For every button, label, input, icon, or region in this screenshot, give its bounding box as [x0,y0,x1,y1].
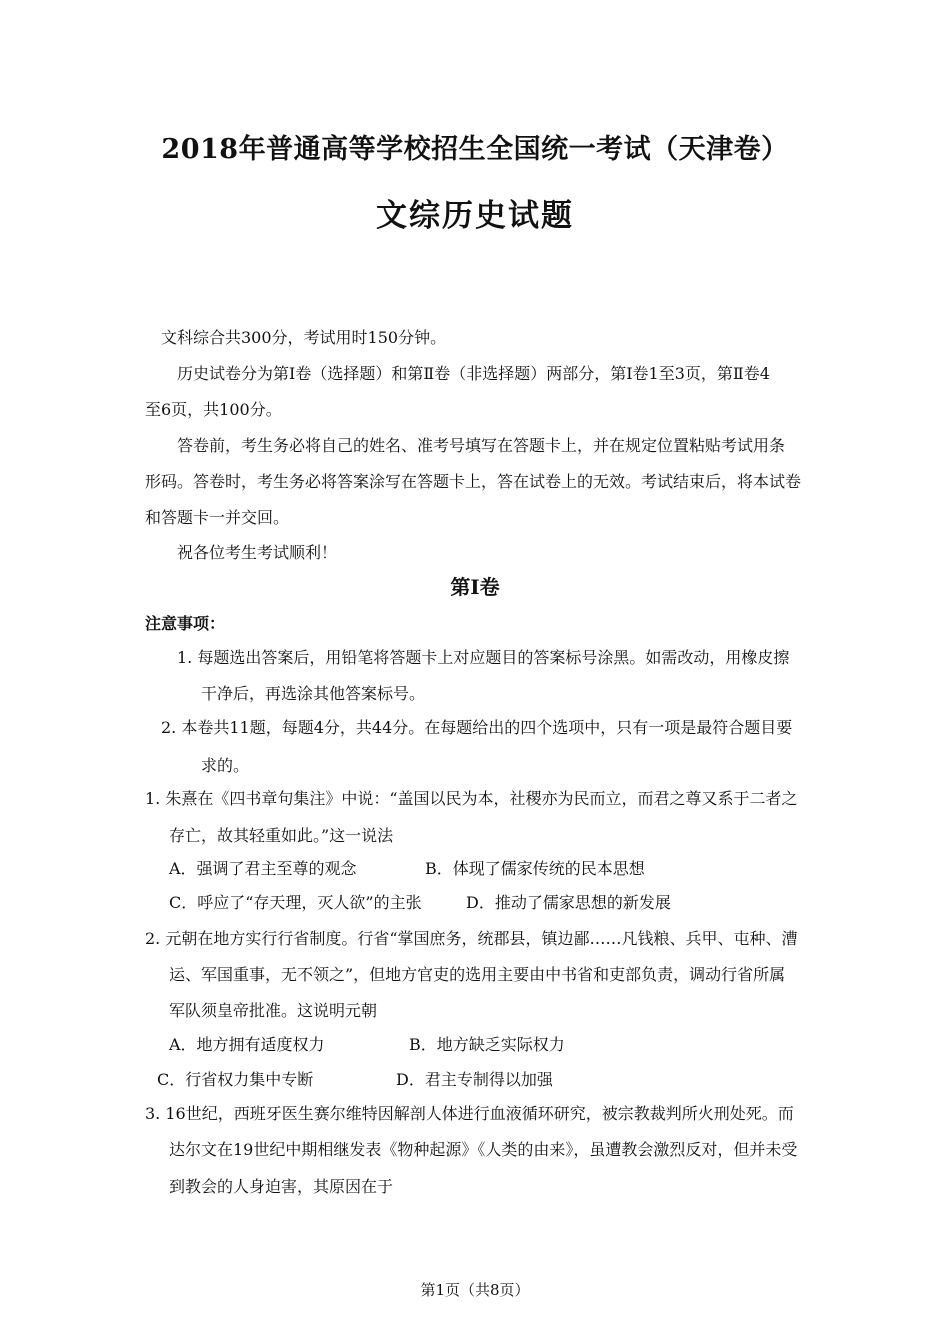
question-1-stem-line-1: 1. 朱熹在《四书章句集注》中说：“盖国以民为本，社稷亦为民而立，而君之尊又系于二者之 [145,789,798,808]
page-number: 第1页（共8页） [420,1281,530,1299]
question-1-option-d: D．推动了儒家思想的新发展 [466,893,671,912]
question-3-stem-line-3: 到教会的人身迫害，其原因在于 [169,1177,394,1196]
notice-item-2-line-1: 2. 本卷共11题，每题4分，共44分。在每题给出的四个选项中，只有一项是最符合题目要 [161,718,793,737]
intro-paragraph-3-line-2: 形码。答卷时，考生务必将答案涂写在答题卡上，答在试卷上的无效。考试结束后，将本试卷 [145,472,802,491]
question-2-option-c: C．行省权力集中专断 [157,1070,314,1089]
question-1-option-a: A．强调了君主至尊的观念 [169,859,357,878]
notice-heading: 注意事项： [145,614,226,633]
intro-paragraph-3-line-3: 和答题卡一并交回。 [145,508,290,527]
question-1-option-b: B．体现了儒家传统的民本思想 [425,859,645,878]
question-3-stem-line-2: 达尔文在19世纪中期相继发表《物种起源》《人类的由来》，虽遭教会激烈反对，但并未受 [169,1140,798,1159]
question-2-stem-line-1: 2. 元朝在地方实行行省制度。行省“掌国庶务，统郡县，镇边鄙……凡钱粮、兵甲、屯种、漕 [145,929,798,948]
question-2-stem-line-3: 军队须皇帝批准。这说明元朝 [169,1001,378,1020]
intro-paragraph-2-line-1: 历史试卷分为第Ⅰ卷（选择题）和第Ⅱ卷（非选择题）两部分，第Ⅰ卷1至3页，第Ⅱ卷4 [177,364,770,383]
section-title: 第Ⅰ卷 [450,575,500,599]
question-1-option-c: C．呼应了“存天理，灭人欲”的主张 [169,893,422,912]
question-2-option-b: B．地方缺乏实际权力 [409,1035,565,1054]
notice-item-1-line-2: 干净后，再选涂其他答案标号。 [201,684,426,703]
intro-paragraph-2-line-2: 至6页，共100分。 [145,400,282,419]
exam-title: 2018年普通高等学校招生全国统一考试（天津卷） [161,134,789,165]
intro-paragraph-1: 文科综合共300分，考试用时150分钟。 [161,328,447,347]
question-2-stem-line-2: 运、军国重事，无不领之”，但地方官吏的选用主要由中书省和吏部负责，调动行省所属 [169,965,786,984]
question-2-option-a: A．地方拥有适度权力 [169,1035,325,1054]
intro-paragraph-3-line-1: 答卷前，考生务必将自己的姓名、准考号填写在答题卡上，并在规定位置粘贴考试用条 [177,436,786,455]
question-1-stem-line-2: 存亡，故其轻重如此。”这一说法 [169,826,394,845]
notice-item-2-line-2: 求的。 [201,756,250,775]
intro-paragraph-4: 祝各位考生考试顺利！ [177,543,338,562]
question-2-option-d: D．君主专制得以加强 [396,1070,553,1089]
question-3-stem-line-1: 3. 16世纪，西班牙医生赛尔维特因解剖人体进行血液循环研究，被宗教裁判所火刑处死。而 [145,1104,794,1123]
notice-item-1-line-1: 1. 每题选出答案后，用铅笔将答题卡上对应题目的答案标号涂黑。如需改动，用橡皮擦 [177,648,790,667]
exam-subtitle: 文综历史试题 [376,198,574,234]
